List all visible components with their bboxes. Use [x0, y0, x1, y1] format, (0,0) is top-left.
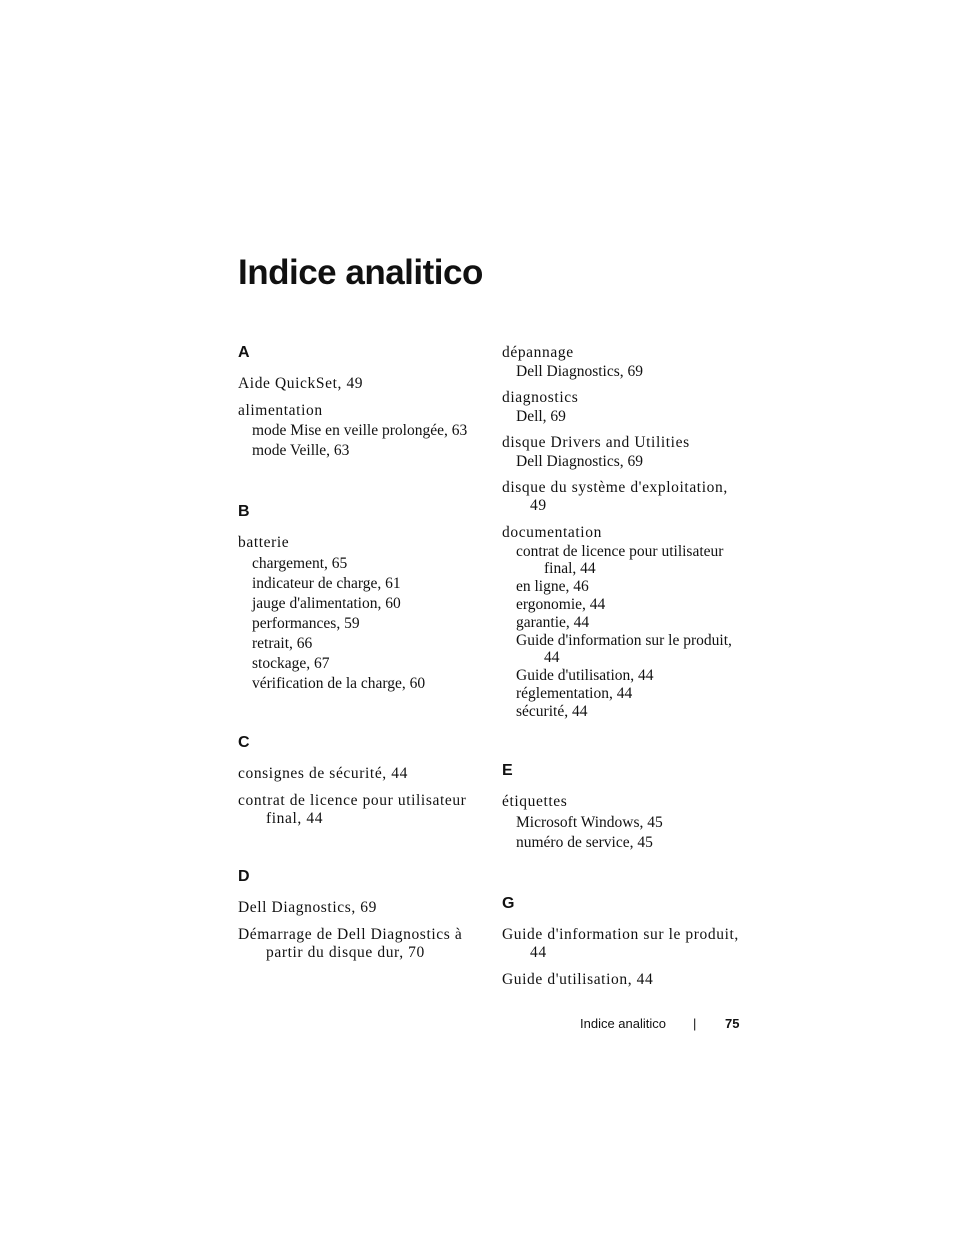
- index-subentry: Dell, 69: [516, 408, 566, 425]
- section-letter: C: [238, 734, 250, 751]
- index-subentry: performances, 59: [252, 615, 360, 632]
- section-b: [238, 499, 483, 692]
- section-d: [238, 864, 483, 962]
- index-entry: Guide d'utilisation, 44: [502, 971, 654, 988]
- page-number: 75: [725, 1016, 740, 1031]
- index-subentry: ergonomie, 44: [516, 596, 606, 613]
- index-subentry: Dell Diagnostics, 69: [516, 453, 643, 470]
- index-subentry: mode Veille, 63: [252, 442, 350, 459]
- index-entry: dépannage: [502, 344, 574, 361]
- index-entry: [238, 402, 483, 420]
- index-entry: Aide QuickSet, 49: [238, 375, 364, 392]
- index-subentry: stockage, 67: [252, 655, 330, 672]
- index-subentry: en ligne, 46: [516, 578, 589, 595]
- index-subentry: jauge d'alimentation, 60: [252, 595, 401, 612]
- index-subentry: retrait, 66: [252, 635, 313, 652]
- section-letter: B: [238, 503, 250, 520]
- section-letter: A: [238, 344, 250, 361]
- index-entry: étiquettes: [502, 793, 568, 810]
- index-entry: documentation: [502, 524, 602, 541]
- index-subentry: mode Mise en veille prolongée, 63: [252, 422, 468, 439]
- section-d-continued: [502, 344, 747, 720]
- index-entry: contrat de licence pour utilisateur final, 44: [238, 792, 467, 827]
- section-c: [238, 730, 483, 828]
- section-a: [238, 340, 483, 459]
- index-entry: Dell Diagnostics, 69: [238, 899, 377, 916]
- index-entry: batterie: [238, 534, 290, 551]
- index-subentry: réglementation, 44: [516, 685, 633, 702]
- index-entry: disque Drivers and Utilities: [502, 434, 690, 451]
- section-letter: D: [238, 868, 250, 885]
- page-footer: [580, 1016, 740, 1032]
- index-entry: consignes de sécurité, 44: [238, 765, 408, 782]
- entry-label: alimentation: [238, 402, 323, 419]
- index-entry: diagnostics: [502, 389, 579, 406]
- section-letter: G: [502, 895, 515, 912]
- index-column-left: [238, 340, 483, 962]
- index-entry: Démarrage de Dell Diagnostics à partir du disque dur, 70: [238, 926, 463, 961]
- index-subentry: contrat de licence pour utilisateur final, 44: [516, 543, 724, 577]
- index-subentry: Dell Diagnostics, 69: [516, 363, 643, 380]
- section-e: [502, 758, 747, 851]
- index-entry: disque du système d'exploitation, 49: [502, 479, 728, 514]
- index-subentry: Microsoft Windows, 45: [516, 814, 663, 831]
- index-column-right: [502, 335, 747, 989]
- section-g: [502, 891, 747, 989]
- index-subentry: chargement, 65: [252, 555, 348, 572]
- index-subentry: indicateur de charge, 61: [252, 575, 401, 592]
- index-subentry: Guide d'information sur le produit, 44: [516, 632, 732, 666]
- index-subentry: garantie, 44: [516, 614, 590, 631]
- index-subentry: Guide d'utilisation, 44: [516, 667, 654, 684]
- index-subentry: numéro de service, 45: [516, 834, 653, 851]
- index-subentry: sécurité, 44: [516, 703, 588, 720]
- index-entry: Guide d'information sur le produit, 44: [502, 926, 739, 961]
- footer-label: Indice analitico: [580, 1016, 666, 1031]
- section-letter: E: [502, 762, 513, 779]
- page-title: Indice analitico: [238, 253, 483, 292]
- footer-separator: |: [693, 1016, 697, 1031]
- index-subentry: vérification de la charge, 60: [252, 675, 426, 692]
